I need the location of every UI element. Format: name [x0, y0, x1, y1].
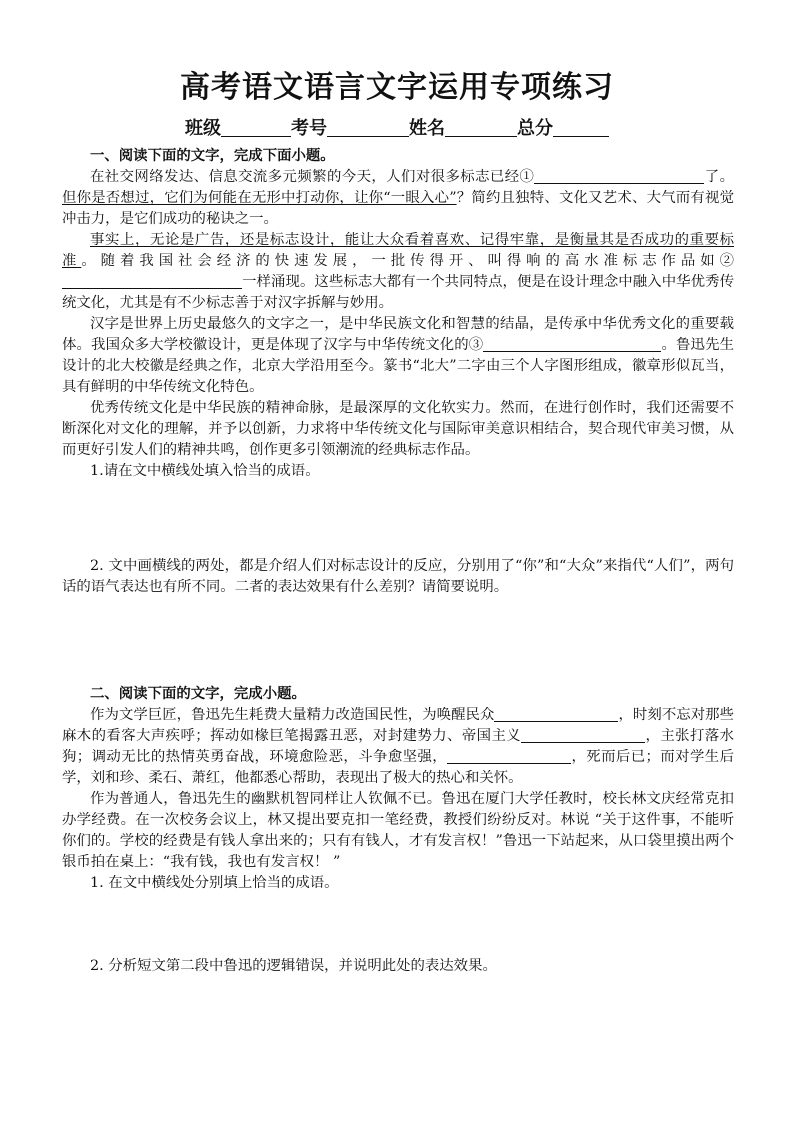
section-1-paragraph-4: 优秀传统文化是中华民族的精神命脉，是最深厚的文化软实力。然而，在进行创作时，我们还需要不断深化对文化的理解，并予以创新，力求将中华传统文化与国际审美意识相结合，契合现代审美习惯，从而更好引发人们的精神共鸣，创作更多引领潮流的经典标志作品。 [62, 400, 734, 458]
score-blank[interactable] [553, 120, 609, 137]
s1p1-text-b: 了。 [704, 169, 734, 185]
section-2-paragraph-1 [62, 705, 734, 789]
name-blank[interactable] [445, 120, 517, 137]
answer-space-2[interactable] [62, 598, 734, 684]
s2p1-text-b: ，时刻不忘对那些麻木的看客大声疾呼；挥动如椽巨笔揭露丑恶，对封建势力、帝国主义 [62, 707, 734, 744]
blank-6[interactable] [447, 748, 571, 764]
blank-2[interactable] [62, 273, 242, 289]
section-1-paragraph-2 [62, 230, 734, 314]
s2p1-text-c: ，主张打落水狗；调动无比的热情英勇奋战，环境愈险恶，斗争愈坚强， [62, 728, 734, 765]
s2p1-text-a: 作为文学巨匠，鲁迅先生耗费大量精力改造国民性，为唤醒民众 [90, 707, 495, 723]
s1p3-text-b: 。鲁迅先生设计的北大校徽是经典之作，北京大学沿用至今。篆书“北大”二字由三个人字图形组成，徽章形似瓦当，具有鲜明的中华传统文化特色。 [62, 337, 734, 395]
blank-1[interactable] [534, 168, 704, 184]
s1p2-text-a: 。随着我国社会经济的快速发展，一批传得开、叫得响的高水准标志作品如② [81, 253, 734, 269]
section-1-question-2: 2. 文中画横线的两处，都是介绍人们对标志设计的反应，分别用了“你”和“大众”来指代“人们”，两句话的语气表达也有所不同。二者的表达效果有什么差别？请简要说明。 [62, 558, 734, 595]
s1p1-text-c: ？简约且独特、文化又艺术、大气而有视觉冲击力，是它们成功的秘诀之一。 [62, 190, 734, 227]
s1p2-text-b: 一样涌现。这些标志大都有一个共同特点，便是在设计理念中融入中华优秀传统文化，尤其是有不少标志善于对汉字拆解与妙用。 [62, 274, 734, 311]
answer-space-3[interactable] [62, 894, 734, 956]
section-1-paragraph-1 [62, 167, 734, 230]
blank-3[interactable] [483, 336, 661, 352]
underlined-sentence-2: 事实上，无论是广告，还是标志设计，能让大众看着喜欢、记得牢靠，是衡量其是否成功的重要标准 [62, 232, 734, 269]
section-2-paragraph-2: 作为普通人，鲁迅先生的幽默机智同样让人钦佩不已。鲁迅在厦门大学任教时，校长林文庆经常克扣办学经费。在一次校务会议上，林又提出要克扣一笔经费，教授们纷纷反对。林说 “关于这件事，不能听你们的。学校的经费是有钱人拿出来的；只有有钱人，才有发言权！”鲁迅一下站起来，从口袋里摸出两个银币拍在桌上：“我有钱，我也有发言权！ ” [62, 791, 734, 870]
blank-5[interactable] [521, 727, 645, 743]
s1p3-text-a: 汉字是世界上历史最悠久的文字之一，是中华民族文化和智慧的结晶，是传承中华优秀文化的重要载体。我国众多大学校徽设计，更是体现了汉字与中华传统文化的③ [62, 316, 734, 353]
section-2-heading: 二、阅读下面的文字，完成小题。 [90, 686, 306, 702]
class-blank[interactable] [221, 120, 291, 137]
section-2-question-2: 2. 分析短文第二段中鲁迅的逻辑错误，并说明此处的表达效果。 [90, 958, 497, 974]
answer-space-1[interactable] [62, 482, 734, 556]
student-info-row [0, 114, 794, 140]
page-title: 高考语文语言文字运用专项练习 [180, 70, 614, 105]
worksheet-content [62, 146, 734, 977]
underlined-sentence-1: 但你是否想过，它们为何能在无形中打动你，让你“一眼入心” [62, 190, 457, 206]
s1p1-text-a: 在社交网络发达、信息交流多元频繁的今天，人们对很多标志已经① [90, 169, 535, 185]
class-label: 班级 [185, 118, 221, 139]
section-1-question-1: 1.请在文中横线处填入恰当的成语。 [90, 463, 320, 479]
section-1-paragraph-3 [62, 314, 734, 398]
score-label: 总分 [517, 118, 553, 139]
section-2-question-1: 1. 在文中横线处分别填上恰当的成语。 [90, 875, 339, 891]
exam-number-blank[interactable] [327, 120, 409, 137]
exam-number-label: 考号 [291, 118, 327, 139]
blank-4[interactable] [494, 706, 618, 722]
name-label: 姓名 [409, 118, 445, 139]
s2p1-text-d: ，死而后已；而对学生后学，刘和珍、柔石、萧红，他都悉心帮助，表现出了极大的热心和关怀。 [62, 749, 734, 786]
section-1-heading: 一、阅读下面的文字，完成下面小题。 [90, 148, 335, 164]
